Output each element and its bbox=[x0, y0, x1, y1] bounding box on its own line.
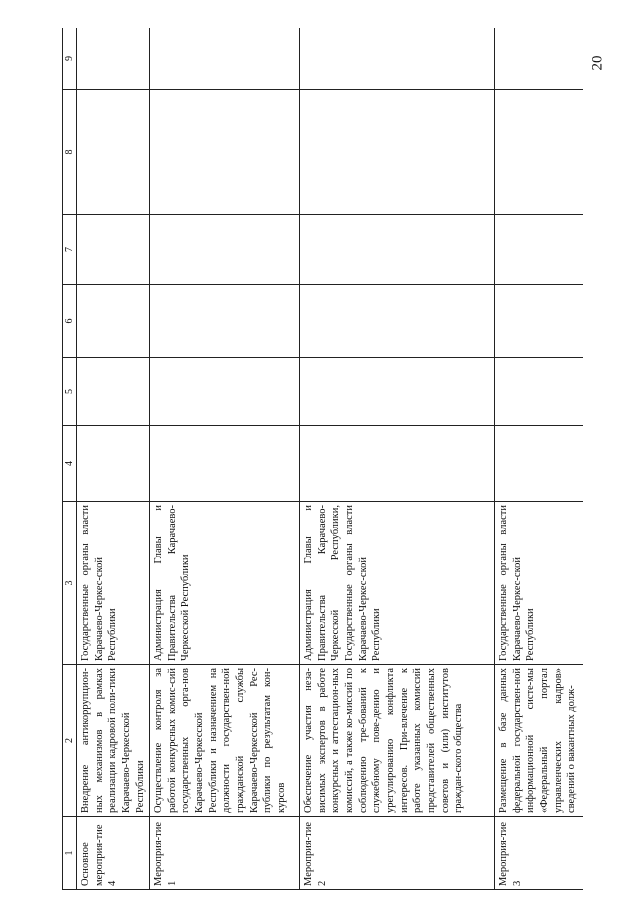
empty-cell bbox=[150, 215, 300, 285]
header-cell: 4 bbox=[63, 426, 77, 502]
table-row bbox=[495, 28, 583, 890]
empty-cell bbox=[150, 285, 300, 358]
program-activities-table bbox=[62, 28, 583, 890]
empty-cell bbox=[77, 215, 150, 285]
header-cell: 5 bbox=[63, 358, 77, 426]
header-cell: 6 bbox=[63, 285, 77, 358]
empty-cell bbox=[495, 28, 583, 90]
activity-description-cell: Обеспечение участия неза-висимых экспертов в работе конкурсных и аттестацион-ных комиссий, а также ко-миссий по соблюдению тре-бований к служебному пове-дению и урегулированию конфликта интересов. При-влечение к работе указанных комиссий представителей общественных советов и (или) институтов граждан-ского общества bbox=[300, 665, 495, 817]
table-header-row bbox=[63, 28, 77, 890]
empty-cell bbox=[495, 426, 583, 502]
empty-cell bbox=[150, 90, 300, 215]
activity-id-cell: Мероприя-тие 3 bbox=[495, 817, 583, 890]
table-row bbox=[77, 28, 150, 890]
header-cell: 1 bbox=[63, 817, 77, 890]
empty-cell bbox=[495, 90, 583, 215]
header-cell: 8 bbox=[63, 90, 77, 215]
header-cell: 7 bbox=[63, 215, 77, 285]
empty-cell bbox=[300, 426, 495, 502]
rotated-table-wrapper bbox=[62, 28, 583, 890]
responsible-executor-cell: Государственные органы власти Карачаево-Черкес-ской Республики bbox=[77, 502, 150, 665]
empty-cell bbox=[300, 215, 495, 285]
empty-cell bbox=[77, 426, 150, 502]
empty-cell bbox=[300, 285, 495, 358]
empty-cell bbox=[495, 358, 583, 426]
activity-description-cell: Размещение в базе данных федеральной государствен-ной информационной систе-мы «Федеральный портал управленческих кадров» сведений о вакантных долж- bbox=[495, 665, 583, 817]
empty-cell bbox=[150, 28, 300, 90]
activity-description-cell: Внедрение антикоррупцион-ных механизмов в рамках реализации кадровой поли-тики Карачаево-Черкесской Республики bbox=[77, 665, 150, 817]
empty-cell bbox=[150, 358, 300, 426]
activity-id-cell: Основное мероприя-тие 4 bbox=[77, 817, 150, 890]
empty-cell bbox=[495, 285, 583, 358]
activity-id-cell: Мероприя-тие 2 bbox=[300, 817, 495, 890]
responsible-executor-cell: Государственные органы власти Карачаево-Черкес-ской Республики bbox=[495, 502, 583, 665]
empty-cell bbox=[300, 358, 495, 426]
document-sheet bbox=[62, 28, 583, 890]
empty-cell bbox=[300, 28, 495, 90]
empty-cell bbox=[77, 28, 150, 90]
header-cell: 3 bbox=[63, 502, 77, 665]
responsible-executor-cell: Администрация Главы и Правительства Карачаево-Черкесской Республики, Государственные органы власти Карачаево-Черкес-ской Республики bbox=[300, 502, 495, 665]
empty-cell bbox=[77, 358, 150, 426]
empty-cell bbox=[77, 285, 150, 358]
empty-cell bbox=[150, 426, 300, 502]
header-cell: 2 bbox=[63, 665, 77, 817]
table-row bbox=[300, 28, 495, 890]
empty-cell bbox=[300, 90, 495, 215]
empty-cell bbox=[77, 90, 150, 215]
empty-cell bbox=[495, 215, 583, 285]
page-number: 20 bbox=[589, 55, 606, 71]
responsible-executor-cell: Администрация Главы и Правительства Карачаево-Черкесской Республики bbox=[150, 502, 300, 665]
activity-description-cell: Осуществление контроля за работой конкурсных комис-сий государственных орга-нов Карачаево-Черкесской Республики и назначением на должности государствен-ной гражданской службы Карачаево-Черкесской Рес-публики по результатам кон-курсов bbox=[150, 665, 300, 817]
header-cell: 9 bbox=[63, 28, 77, 90]
table-row bbox=[150, 28, 300, 890]
activity-id-cell: Мероприя-тие 1 bbox=[150, 817, 300, 890]
